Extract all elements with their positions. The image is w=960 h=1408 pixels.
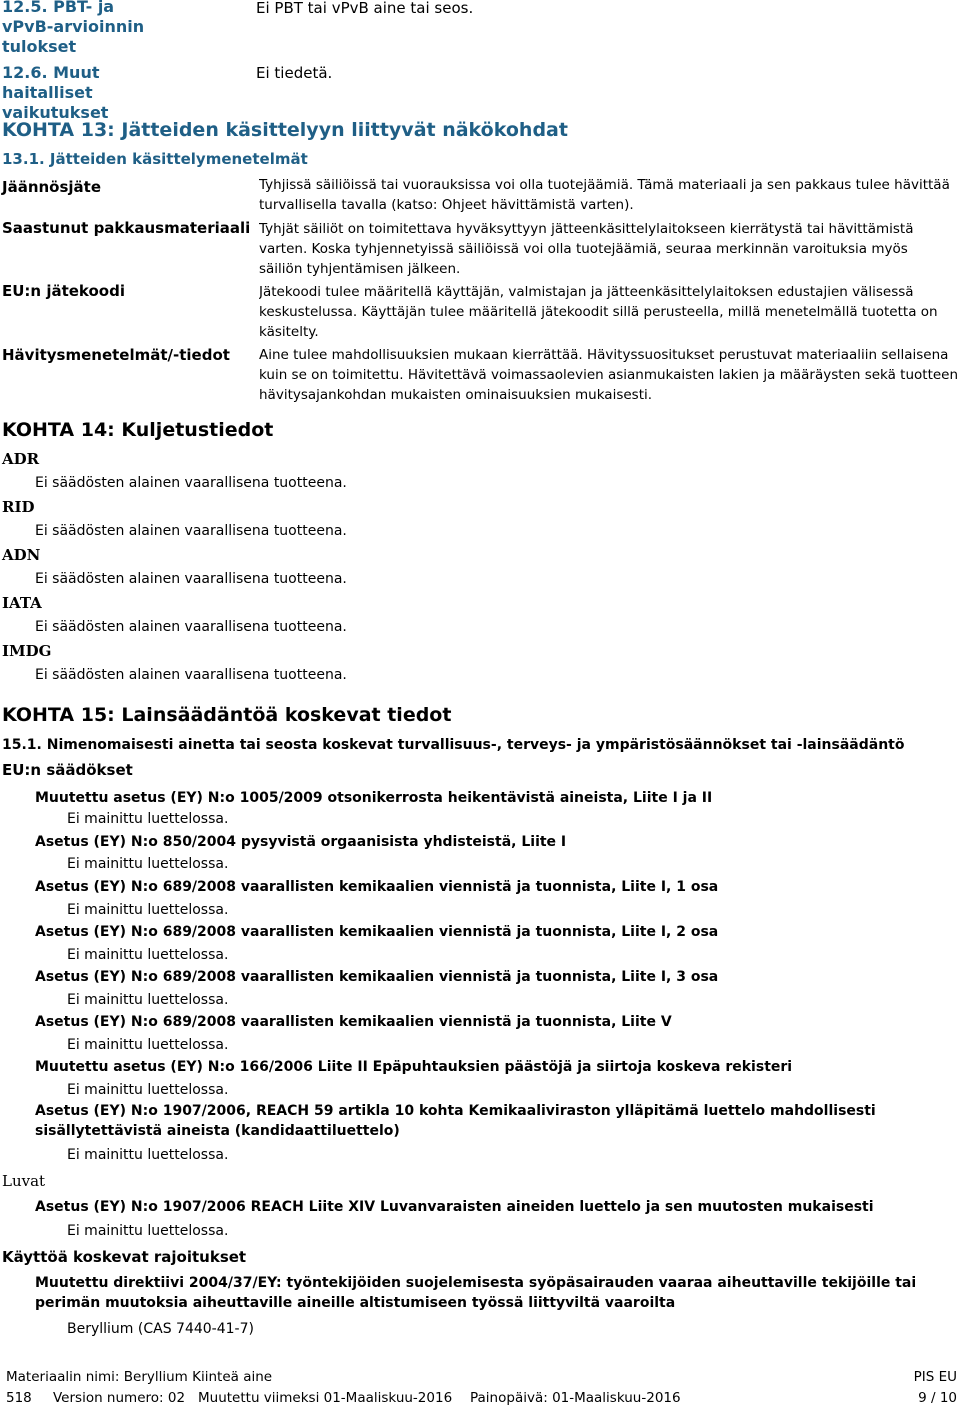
- footer-printed: Painopäivä: 01-Maaliskuu-2016: [470, 1390, 681, 1406]
- section-12-6-value: Ei tiedetä.: [256, 64, 333, 82]
- regulation-title: Asetus (EY) N:o 689/2008 vaarallisten kemikaalien viennistä ja tuonnista, Liite V: [35, 1014, 672, 1030]
- section-13-1-heading: 13.1. Jätteiden käsittelymenetelmät: [2, 150, 308, 168]
- restrictions-label: Käyttöä koskevat rajoitukset: [2, 1248, 247, 1266]
- regulation-title: Asetus (EY) N:o 689/2008 vaarallisten kemikaalien viennistä ja tuonnista, Liite I, 2 osa: [35, 924, 719, 940]
- regulation-title: Muutettu asetus (EY) N:o 1005/2009 otsonikerrosta heikentävistä aineista, Liite I ja II: [35, 790, 713, 806]
- regulation-status: Ei mainittu luettelossa.: [67, 811, 229, 827]
- eu-code-label: EU:n jätekoodi: [2, 282, 125, 300]
- section-12-5-value: Ei PBT tai vPvB aine tai seos.: [256, 0, 474, 17]
- packaging-text: Tyhjät säiliöt on toimitettava hyväksyttyyn jätteenkäsittelylaitokseen kierrätystä tai hävittämistä varten. Koska tyhjennetyissä säiliöissä voi olla tuotejäämiä, seuraa merkinnän varoituksia myös säiliön tyhjentämisen jälkeen.: [259, 221, 914, 277]
- section-12-6-label: 12.6. Muut haitalliset vaikutukset: [2, 63, 109, 122]
- reach14-title: Asetus (EY) N:o 1907/2006 REACH Liite XIV Luvanvaraisten aineiden luettelo ja sen muutosten mukaisesti: [35, 1199, 874, 1215]
- residual-label: Jäännösjäte: [2, 178, 102, 196]
- eu-code-text: Jätekoodi tulee määritellä käyttäjän, valmistajan ja jätteenkäsittelylaitoksen edustajien välisessä keskustelussa. Käyttäjän tulee määritellä jätekoodit sillä perusteella, millä menetelmällä tuotetta on käsitelty.: [259, 284, 938, 340]
- transport-mode-code: RID: [2, 498, 35, 516]
- footer-version: Version numero: 02: [53, 1390, 186, 1406]
- regulation-title: Asetus (EY) N:o 850/2004 pysyvistä orgaanisista yhdisteistä, Liite I: [35, 834, 567, 850]
- disposal-text: Aine tulee mahdollisuuksien mukaan kierrättää. Hävityssuositukset perustuvat materiaaliin sellaisena kuin se on toimitettu. Hävitettävä voimassaolevien asianmukaisten lakien ja määräysten sekä tuotteen hävitysajankohdan mukaisten ominaisuuksien mukaisesti.: [259, 347, 959, 403]
- transport-mode-text: Ei säädösten alainen vaarallisena tuotteena.: [35, 667, 347, 683]
- directive-title-line1: Muutettu direktiivi 2004/37/EY: työntekijöiden suojelemisesta syöpäsairauden vaaraa aiheuttaville tekijöille tai: [35, 1275, 917, 1291]
- eu-regulations-label: EU:n säädökset: [2, 761, 133, 779]
- regulation-status: Ei mainittu luettelossa.: [67, 902, 229, 918]
- reach59-title-line1: Asetus (EY) N:o 1907/2006, REACH 59 artikla 10 kohta Kemikaaliviraston ylläpitämä luettelo mahdollisesti: [35, 1103, 876, 1119]
- regulation-title: Muutettu asetus (EY) N:o 166/2006 Liite II Epäpuhtauksien päästöjä ja siirtoja koskeva rekisteri: [35, 1059, 793, 1075]
- transport-mode-code: ADR: [2, 450, 40, 468]
- footer-page-number: 9 / 10: [918, 1390, 957, 1406]
- regulation-status: Ei mainittu luettelossa.: [67, 947, 229, 963]
- transport-mode-text: Ei säädösten alainen vaarallisena tuotteena.: [35, 475, 347, 491]
- regulation-status: Ei mainittu luettelossa.: [67, 1082, 229, 1098]
- disposal-label: Hävitysmenetelmät/-tiedot: [2, 346, 230, 364]
- transport-mode-code: IATA: [2, 594, 42, 612]
- footer-doc-number: 518: [6, 1390, 32, 1406]
- directive-substance: Beryllium (CAS 7440-41-7): [67, 1321, 254, 1337]
- regulation-status: Ei mainittu luettelossa.: [67, 1037, 229, 1053]
- packaging-label: Saastunut pakkausmateriaali: [2, 219, 251, 237]
- regulation-status: Ei mainittu luettelossa.: [67, 856, 229, 872]
- footer-region: PIS EU: [913, 1369, 957, 1385]
- reach14-status: Ei mainittu luettelossa.: [67, 1223, 229, 1239]
- section-13-heading: KOHTA 13: Jätteiden käsittelyyn liittyvät näkökohdat: [2, 119, 568, 141]
- footer-revised: Muutettu viimeksi 01-Maaliskuu-2016: [198, 1390, 453, 1406]
- reach59-status: Ei mainittu luettelossa.: [67, 1147, 229, 1163]
- regulation-status: Ei mainittu luettelossa.: [67, 992, 229, 1008]
- transport-mode-code: IMDG: [2, 642, 52, 660]
- transport-mode-text: Ei säädösten alainen vaarallisena tuotteena.: [35, 619, 347, 635]
- reach59-title-line2: sisällytettävistä aineista (kandidaattiluettelo): [35, 1123, 400, 1139]
- authorisations-label: Luvat: [2, 1172, 46, 1190]
- section-15-heading: KOHTA 15: Lainsäädäntöä koskevat tiedot: [2, 704, 452, 726]
- section-15-1-heading: 15.1. Nimenomaisesti ainetta tai seosta koskevat turvallisuus-, terveys- ja ympäristösäännökset tai -lainsäädäntö: [2, 737, 905, 753]
- transport-mode-code: ADN: [2, 546, 41, 564]
- regulation-title: Asetus (EY) N:o 689/2008 vaarallisten kemikaalien viennistä ja tuonnista, Liite I, 3 osa: [35, 969, 719, 985]
- footer-material-name: Materiaalin nimi: Beryllium Kiinteä aine: [6, 1369, 273, 1385]
- residual-text: Tyhjissä säiliöissä tai vuorauksissa voi olla tuotejäämiä. Tämä materiaali ja sen pakkaus tulee hävittää turvallisella tavalla (katso: Ohjeet hävittämistä varten).: [259, 177, 950, 213]
- regulation-title: Asetus (EY) N:o 689/2008 vaarallisten kemikaalien viennistä ja tuonnista, Liite I, 1 osa: [35, 879, 719, 895]
- transport-mode-text: Ei säädösten alainen vaarallisena tuotteena.: [35, 523, 347, 539]
- section-12-5-label: 12.5. PBT- ja vPvB-arvioinnin tulokset: [2, 0, 145, 56]
- directive-title-line2: perimän muutoksia aiheuttaville aineille altistumiseen työssä liittyviltä vaaroilta: [35, 1295, 676, 1311]
- transport-mode-text: Ei säädösten alainen vaarallisena tuotteena.: [35, 571, 347, 587]
- section-14-heading: KOHTA 14: Kuljetustiedot: [2, 419, 274, 441]
